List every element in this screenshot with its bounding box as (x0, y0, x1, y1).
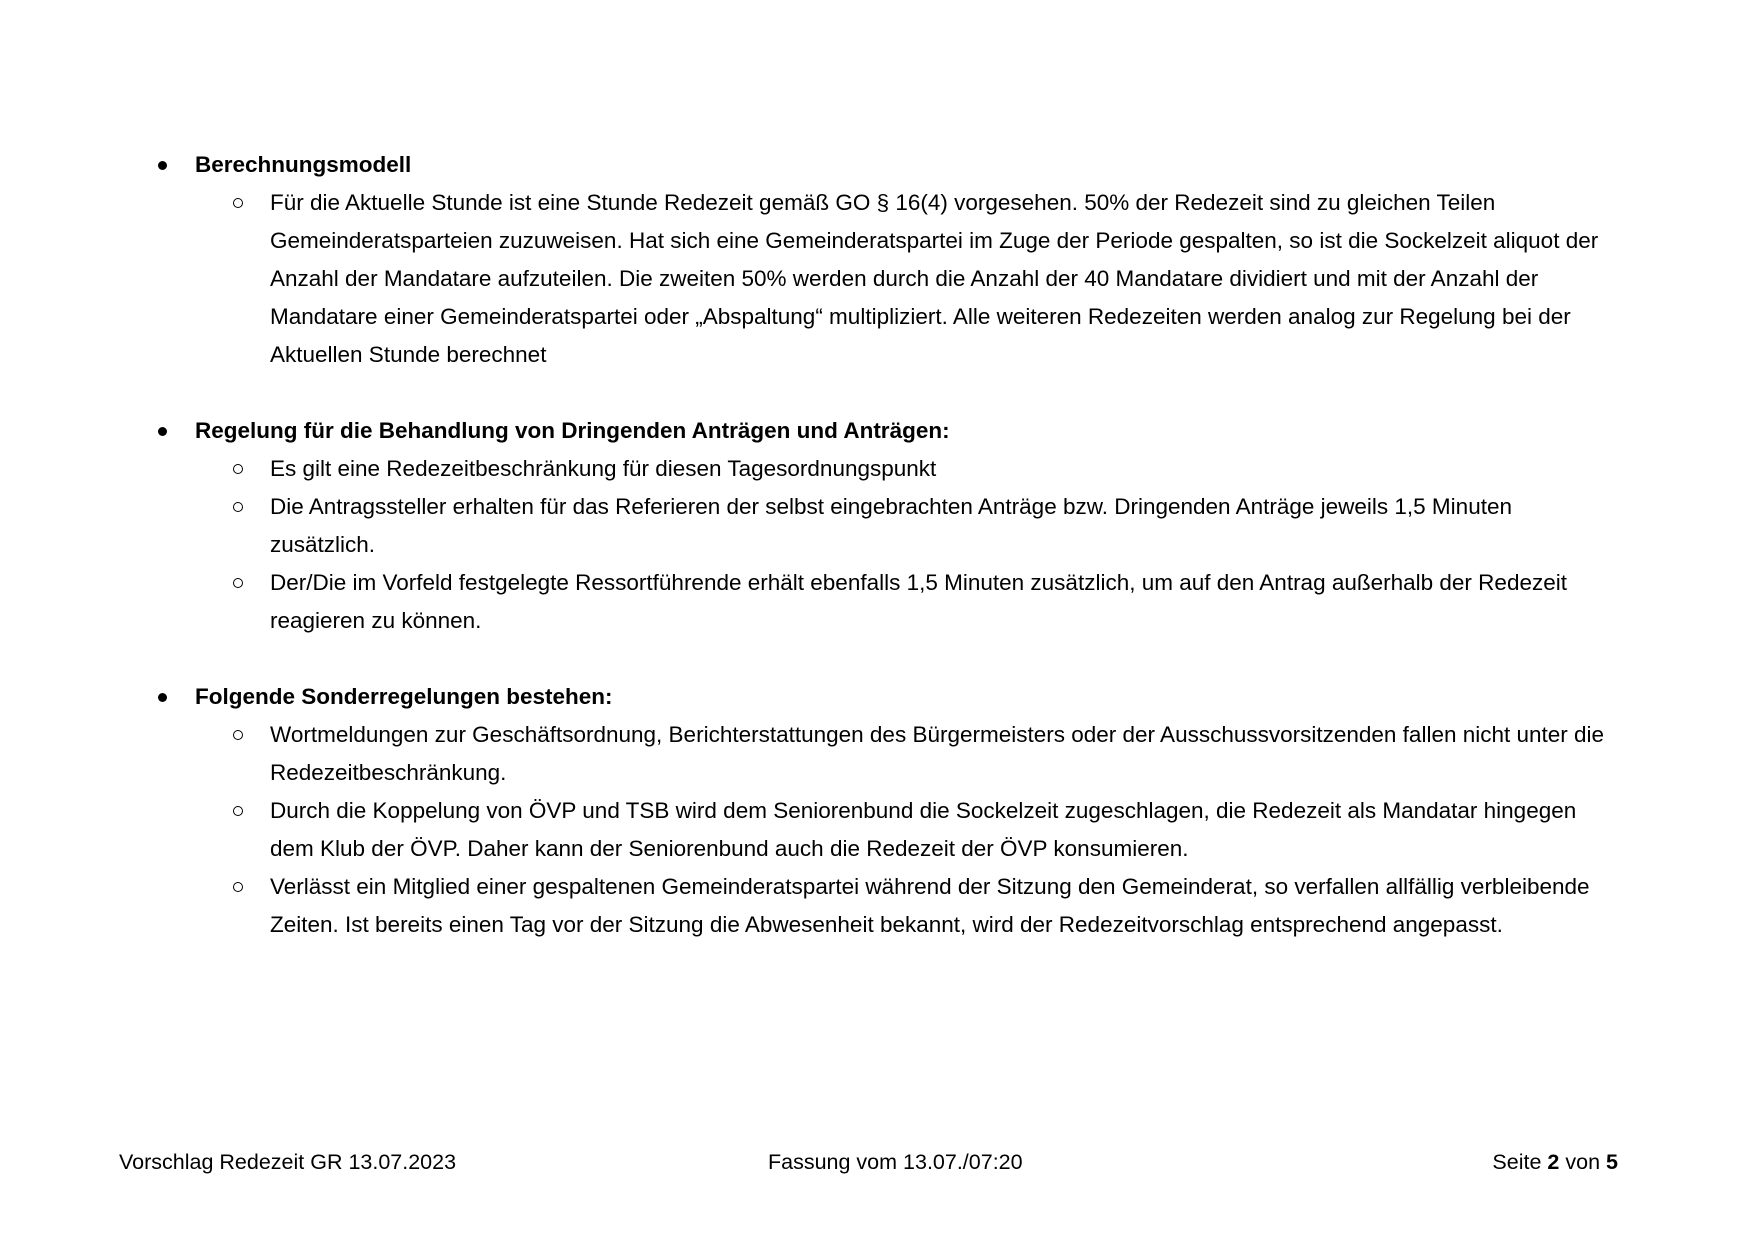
list-item-text: Durch die Koppelung von ÖVP und TSB wird dem Seniorenbund die Sockelzeit zugeschlagen, die Redezeit als Mandatar hingegen dem Klub der ÖVP. Daher kann der Seniorenbund auch die Redezeit der ÖVP konsumieren. (270, 798, 1577, 861)
page-footer (0, 1146, 1754, 1178)
page-prefix: Seite (1492, 1150, 1542, 1174)
footer-page-number (1492, 1146, 1618, 1178)
bullet-circle-icon (233, 806, 243, 816)
section-heading (0, 146, 1754, 184)
document-body (0, 146, 1754, 982)
list-item (0, 792, 1754, 868)
section-heading (0, 412, 1754, 450)
sub-list (0, 450, 1754, 640)
bullet-circle-icon (233, 464, 243, 474)
footer-document-title: Vorschlag Redezeit GR 13.07.2023 (119, 1150, 457, 1174)
list-item-text: Die Antragssteller erhalten für das Referieren der selbst eingebrachten Anträge bzw. Dringenden Anträge jeweils 1,5 Minuten zusätzlich. (270, 494, 1512, 557)
list-item (0, 488, 1754, 564)
list-item-text: Es gilt eine Redezeitbeschränkung für diesen Tagesordnungspunkt (270, 456, 937, 481)
list-item-text: Für die Aktuelle Stunde ist eine Stunde Redezeit gemäß GO § 16(4) vorgesehen. 50% der Redezeit sind zu gleichen Teilen Gemeinderatsparteien zuzuweisen. Hat sich eine Gemeinderatspartei im Zuge der Periode gespalten, so ist die Sockelzeit aliquot der Anzahl der Mandatare aufzuteilen. Die zweiten 50% werden durch die Anzahl der 40 Mandatare dividiert und mit der Anzahl der Mandatare einer Gemeinderatspartei oder „Abspaltung“ multipliziert. Alle weiteren Redezeiten werden analog zur Regelung bei der Aktuellen Stunde berechnet (270, 190, 1599, 367)
bullet-dot-icon (158, 161, 167, 170)
footer-version: Fassung vom 13.07./07:20 (768, 1150, 1023, 1174)
section-antraege (0, 412, 1754, 640)
sub-list (0, 716, 1754, 944)
section-sonderregelungen (0, 678, 1754, 944)
section-title: Berechnungsmodell (195, 152, 412, 177)
page-total: 5 (1606, 1150, 1618, 1174)
list-item (0, 564, 1754, 640)
sub-list (0, 184, 1754, 374)
list-item (0, 184, 1754, 374)
bullet-circle-icon (233, 882, 243, 892)
list-item-text: Wortmeldungen zur Geschäftsordnung, Berichterstattungen des Bürgermeisters oder der Ausschussvorsitzenden fallen nicht unter die Redezeitbeschränkung. (270, 722, 1605, 785)
list-item-text: Verlässt ein Mitglied einer gespaltenen Gemeinderatspartei während der Sitzung den Gemeinderat, so verfallen allfällig verbleibende Zeiten. Ist bereits einen Tag vor der Sitzung die Abwesenheit bekannt, wird der Redezeitvorschlag entsprechend angepasst. (270, 874, 1590, 937)
bullet-circle-icon (233, 578, 243, 588)
bullet-dot-icon (158, 427, 167, 436)
list-item (0, 450, 1754, 488)
bullet-circle-icon (233, 198, 243, 208)
bullet-dot-icon (158, 693, 167, 702)
bullet-circle-icon (233, 502, 243, 512)
list-item-text: Der/Die im Vorfeld festgelegte Ressortführende erhält ebenfalls 1,5 Minuten zusätzlich, um auf den Antrag außerhalb der Redezeit reagieren zu können. (270, 570, 1567, 633)
bullet-circle-icon (233, 730, 243, 740)
section-heading (0, 678, 1754, 716)
section-berechnungsmodell (0, 146, 1754, 374)
page-current: 2 (1547, 1150, 1560, 1174)
section-title: Regelung für die Behandlung von Dringenden Anträgen und Anträgen: (195, 418, 950, 443)
section-title: Folgende Sonderregelungen bestehen: (195, 684, 613, 709)
list-item (0, 716, 1754, 792)
page-separator: von (1565, 1150, 1601, 1174)
list-item (0, 868, 1754, 944)
